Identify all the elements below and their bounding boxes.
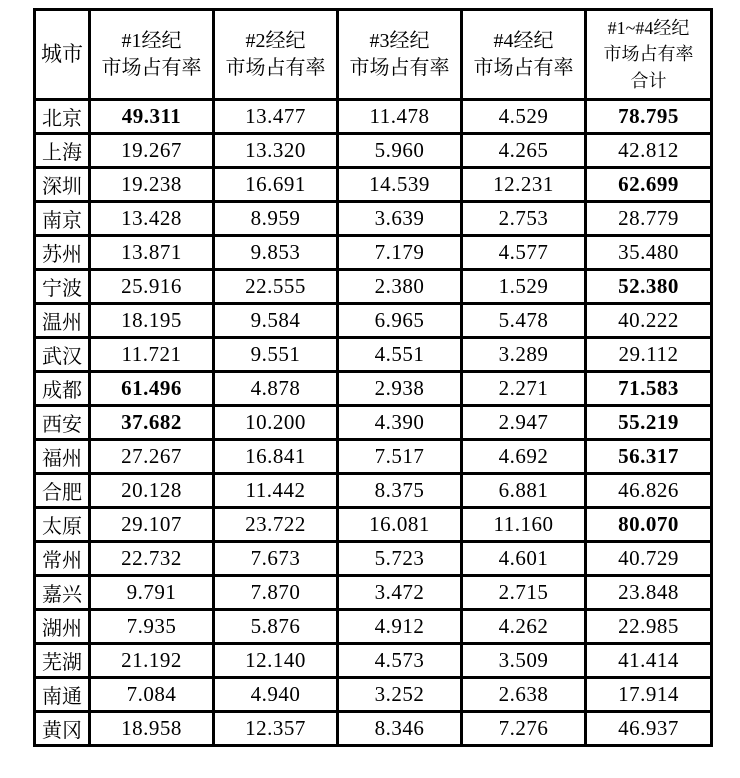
header-line: #3经纪 (369, 29, 430, 52)
value-cell-total: 40.222 (586, 304, 712, 338)
value-cell-broker1: 11.721 (90, 338, 214, 372)
value-cell-broker1: 49.311 (90, 100, 214, 134)
value-cell-broker4: 4.529 (462, 100, 586, 134)
value-cell-broker2: 9.551 (214, 338, 338, 372)
value-cell-broker2: 23.722 (214, 508, 338, 542)
value-cell-broker4: 4.692 (462, 440, 586, 474)
header-line: #1经纪 (121, 29, 182, 52)
table-row (35, 678, 712, 712)
city-cell: 上海 (35, 134, 90, 168)
value-cell-broker2: 9.584 (214, 304, 338, 338)
value-cell-total: 62.699 (586, 168, 712, 202)
value-cell-broker3: 4.912 (338, 610, 462, 644)
value-cell-broker4: 4.262 (462, 610, 586, 644)
header-line: 市场占有率 (603, 44, 694, 65)
value-cell-broker4: 5.478 (462, 304, 586, 338)
value-cell-total: 42.812 (586, 134, 712, 168)
city-cell: 嘉兴 (35, 576, 90, 610)
value-cell-total: 80.070 (586, 508, 712, 542)
table-row (35, 100, 712, 134)
value-cell-broker3: 4.390 (338, 406, 462, 440)
value-cell-broker2: 4.940 (214, 678, 338, 712)
value-cell-broker3: 2.380 (338, 270, 462, 304)
table-row (35, 168, 712, 202)
value-cell-broker1: 7.935 (90, 610, 214, 644)
value-cell-broker3: 5.960 (338, 134, 462, 168)
value-cell-broker1: 9.791 (90, 576, 214, 610)
value-cell-broker2: 12.140 (214, 644, 338, 678)
broker2-column-header (214, 10, 338, 100)
value-cell-broker1: 27.267 (90, 440, 214, 474)
value-cell-total: 46.826 (586, 474, 712, 508)
city-cell: 福州 (35, 440, 90, 474)
value-cell-broker3: 16.081 (338, 508, 462, 542)
value-cell-total: 41.414 (586, 644, 712, 678)
value-cell-broker4: 4.601 (462, 542, 586, 576)
table-row (35, 202, 712, 236)
value-cell-broker3: 4.573 (338, 644, 462, 678)
value-cell-broker1: 19.238 (90, 168, 214, 202)
header-line: 市场占有率 (473, 56, 574, 79)
value-cell-broker2: 13.477 (214, 100, 338, 134)
value-cell-broker2: 8.959 (214, 202, 338, 236)
city-cell: 苏州 (35, 236, 90, 270)
value-cell-broker1: 19.267 (90, 134, 214, 168)
table-row (35, 304, 712, 338)
value-cell-total: 22.985 (586, 610, 712, 644)
value-cell-broker1: 18.958 (90, 712, 214, 746)
value-cell-broker3: 2.938 (338, 372, 462, 406)
value-cell-broker3: 14.539 (338, 168, 462, 202)
value-cell-broker2: 4.878 (214, 372, 338, 406)
value-cell-broker2: 16.691 (214, 168, 338, 202)
value-cell-broker2: 11.442 (214, 474, 338, 508)
table-row (35, 576, 712, 610)
value-cell-broker4: 4.265 (462, 134, 586, 168)
table-row (35, 474, 712, 508)
table-body (35, 100, 712, 746)
value-cell-broker2: 5.876 (214, 610, 338, 644)
header-line: #1~#4经纪 (607, 18, 690, 39)
value-cell-broker3: 3.252 (338, 678, 462, 712)
city-cell: 北京 (35, 100, 90, 134)
value-cell-broker1: 22.732 (90, 542, 214, 576)
city-column-header: 城市 (35, 10, 90, 100)
table-row (35, 542, 712, 576)
header-row (35, 10, 712, 100)
value-cell-broker3: 8.346 (338, 712, 462, 746)
value-cell-total: 40.729 (586, 542, 712, 576)
city-cell: 温州 (35, 304, 90, 338)
value-cell-broker1: 37.682 (90, 406, 214, 440)
value-cell-broker4: 3.509 (462, 644, 586, 678)
table-row (35, 610, 712, 644)
value-cell-broker1: 61.496 (90, 372, 214, 406)
city-cell: 芜湖 (35, 644, 90, 678)
value-cell-broker1: 13.428 (90, 202, 214, 236)
value-cell-broker4: 2.753 (462, 202, 586, 236)
table-row (35, 508, 712, 542)
value-cell-broker2: 7.673 (214, 542, 338, 576)
table-row (35, 406, 712, 440)
value-cell-broker2: 22.555 (214, 270, 338, 304)
value-cell-broker4: 6.881 (462, 474, 586, 508)
city-cell: 合肥 (35, 474, 90, 508)
city-cell: 黄冈 (35, 712, 90, 746)
table-row (35, 270, 712, 304)
total-column-header (586, 10, 712, 100)
value-cell-broker4: 2.271 (462, 372, 586, 406)
value-cell-broker1: 25.916 (90, 270, 214, 304)
value-cell-total: 78.795 (586, 100, 712, 134)
city-cell: 南京 (35, 202, 90, 236)
value-cell-broker3: 5.723 (338, 542, 462, 576)
table-row (35, 440, 712, 474)
value-cell-broker4: 2.638 (462, 678, 586, 712)
value-cell-broker2: 9.853 (214, 236, 338, 270)
value-cell-broker4: 11.160 (462, 508, 586, 542)
header-line: 合计 (630, 70, 667, 91)
value-cell-total: 56.317 (586, 440, 712, 474)
city-cell: 成都 (35, 372, 90, 406)
value-cell-broker4: 1.529 (462, 270, 586, 304)
city-cell: 西安 (35, 406, 90, 440)
table-row (35, 236, 712, 270)
header-line: #2经纪 (245, 29, 306, 52)
city-cell: 太原 (35, 508, 90, 542)
value-cell-broker1: 29.107 (90, 508, 214, 542)
value-cell-broker2: 13.320 (214, 134, 338, 168)
city-cell: 常州 (35, 542, 90, 576)
table-row (35, 372, 712, 406)
market-share-table (33, 8, 713, 747)
value-cell-broker1: 21.192 (90, 644, 214, 678)
city-cell: 宁波 (35, 270, 90, 304)
broker1-column-header (90, 10, 214, 100)
city-cell: 湖州 (35, 610, 90, 644)
value-cell-total: 29.112 (586, 338, 712, 372)
value-cell-broker4: 3.289 (462, 338, 586, 372)
value-cell-broker3: 7.517 (338, 440, 462, 474)
table-row (35, 644, 712, 678)
value-cell-broker3: 3.639 (338, 202, 462, 236)
value-cell-broker3: 11.478 (338, 100, 462, 134)
value-cell-total: 28.779 (586, 202, 712, 236)
value-cell-broker3: 4.551 (338, 338, 462, 372)
value-cell-broker2: 10.200 (214, 406, 338, 440)
value-cell-broker1: 18.195 (90, 304, 214, 338)
city-cell: 南通 (35, 678, 90, 712)
value-cell-broker1: 7.084 (90, 678, 214, 712)
value-cell-total: 46.937 (586, 712, 712, 746)
value-cell-broker3: 6.965 (338, 304, 462, 338)
table-row (35, 338, 712, 372)
value-cell-broker1: 13.871 (90, 236, 214, 270)
value-cell-total: 71.583 (586, 372, 712, 406)
value-cell-broker3: 7.179 (338, 236, 462, 270)
value-cell-broker2: 16.841 (214, 440, 338, 474)
header-line: 市场占有率 (101, 56, 202, 79)
table-row (35, 134, 712, 168)
broker4-column-header (462, 10, 586, 100)
value-cell-broker4: 2.715 (462, 576, 586, 610)
header-line: 市场占有率 (225, 56, 326, 79)
value-cell-broker3: 8.375 (338, 474, 462, 508)
value-cell-total: 23.848 (586, 576, 712, 610)
broker3-column-header (338, 10, 462, 100)
value-cell-broker4: 7.276 (462, 712, 586, 746)
value-cell-broker3: 3.472 (338, 576, 462, 610)
value-cell-broker4: 12.231 (462, 168, 586, 202)
city-cell: 深圳 (35, 168, 90, 202)
city-cell: 武汉 (35, 338, 90, 372)
header-line: 市场占有率 (349, 56, 450, 79)
value-cell-broker2: 12.357 (214, 712, 338, 746)
value-cell-total: 17.914 (586, 678, 712, 712)
header-line: #4经纪 (493, 29, 554, 52)
value-cell-broker4: 2.947 (462, 406, 586, 440)
value-cell-broker4: 4.577 (462, 236, 586, 270)
value-cell-broker2: 7.870 (214, 576, 338, 610)
value-cell-total: 35.480 (586, 236, 712, 270)
table-row (35, 712, 712, 746)
value-cell-total: 55.219 (586, 406, 712, 440)
value-cell-broker1: 20.128 (90, 474, 214, 508)
value-cell-total: 52.380 (586, 270, 712, 304)
